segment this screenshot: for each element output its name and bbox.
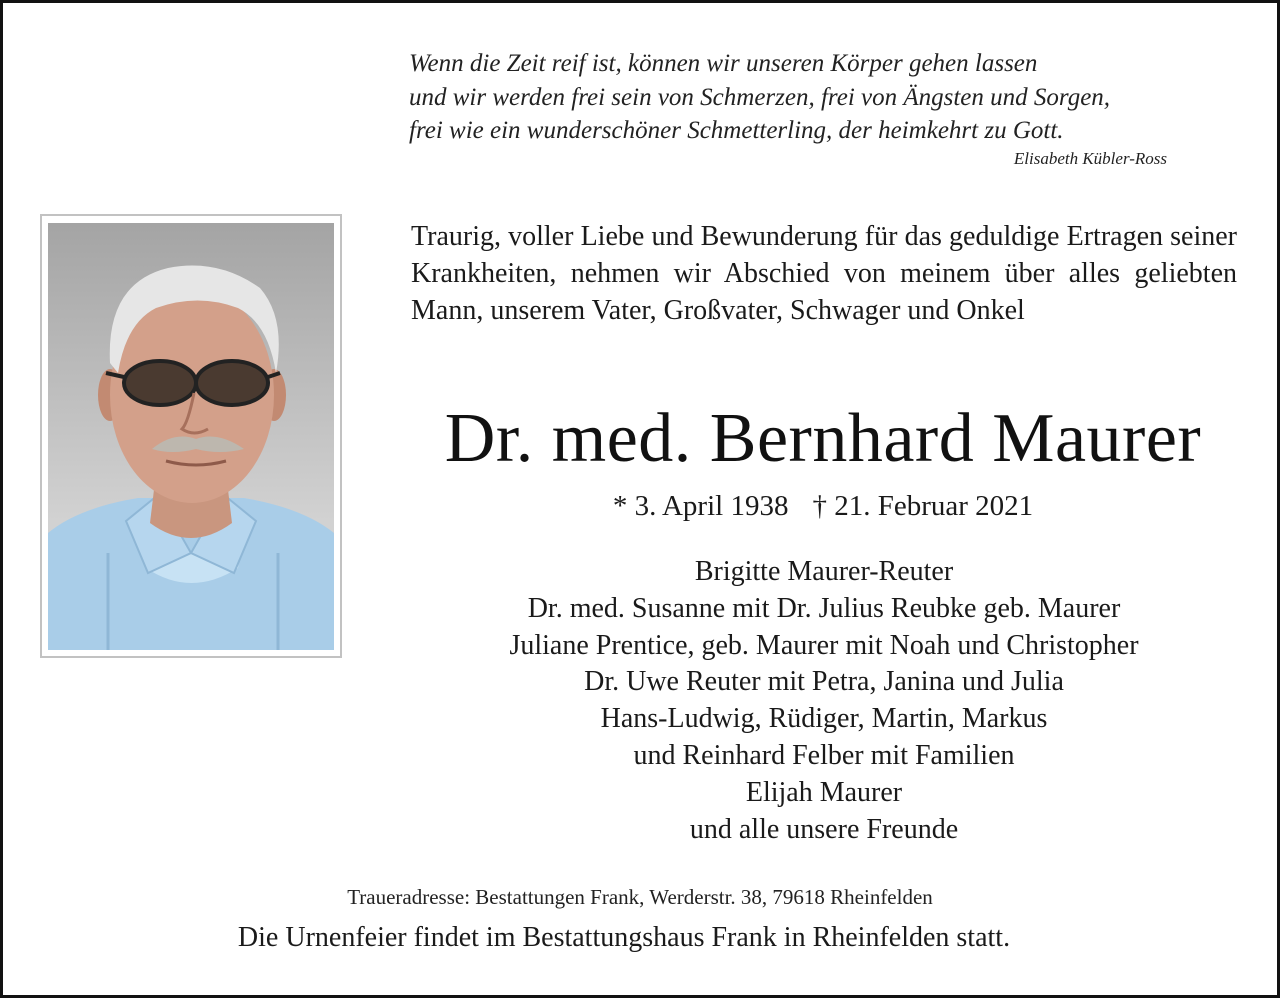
mourner-line: Elijah Maurer: [745, 776, 903, 808]
mourner-line: Brigitte Maurer-Reuter: [694, 556, 954, 587]
quote-block: [409, 47, 1229, 148]
birth-date: * 3. April 1938: [612, 490, 789, 522]
ceremony-notice: Die Urnenfeier findet im Bestattungshaus Frank in Rheinfelden statt.: [237, 922, 1011, 953]
mourner-line: Juliane Prentice, geb. Maurer mit Noah und Christopher: [509, 629, 1139, 661]
mourner-line: und Reinhard Felber mit Familien: [633, 739, 1015, 771]
mourner-line: Dr. Uwe Reuter mit Petra, Janina und Julia: [584, 666, 1064, 698]
mourner-line: Hans-Ludwig, Rüdiger, Martin, Markus: [600, 703, 1048, 735]
mourners-list: [383, 554, 1265, 848]
quote-line-2: und wir werden frei sein von Schmerzen, frei von Ängsten und Sorgen,: [409, 83, 1111, 111]
mourning-address: Traueradresse: Bestattungen Frank, Werderstr. 38, 79618 Rheinfelden: [347, 885, 933, 909]
deceased-name: Dr. med. Bernhard Maurer: [444, 400, 1202, 477]
life-dates: [383, 488, 1263, 524]
portrait-photo: [48, 223, 334, 650]
quote-author: Elisabeth Kübler-Ross: [1013, 149, 1167, 168]
mourner-line: Dr. med. Susanne mit Dr. Julius Reubke geb. Maurer: [527, 592, 1121, 624]
portrait-illustration: [48, 223, 334, 650]
intro-text: Traurig, voller Liebe und Bewunderung für das geduldige Ertragen seiner Krankheiten, nehmen wir Abschied von meinem über alles geliebten Mann, unserem Vater, Großvater, Schwager und Onkel: [411, 221, 1237, 326]
death-date: † 21. Februar 2021: [812, 490, 1034, 522]
quote-line-1: Wenn die Zeit reif ist, können wir unseren Körper gehen lassen: [409, 50, 1038, 77]
quote-line-3: frei wie ein wunderschöner Schmetterling, der heimkehrt zu Gott.: [409, 117, 1064, 144]
mourner-line: und alle unsere Freunde: [689, 813, 959, 845]
